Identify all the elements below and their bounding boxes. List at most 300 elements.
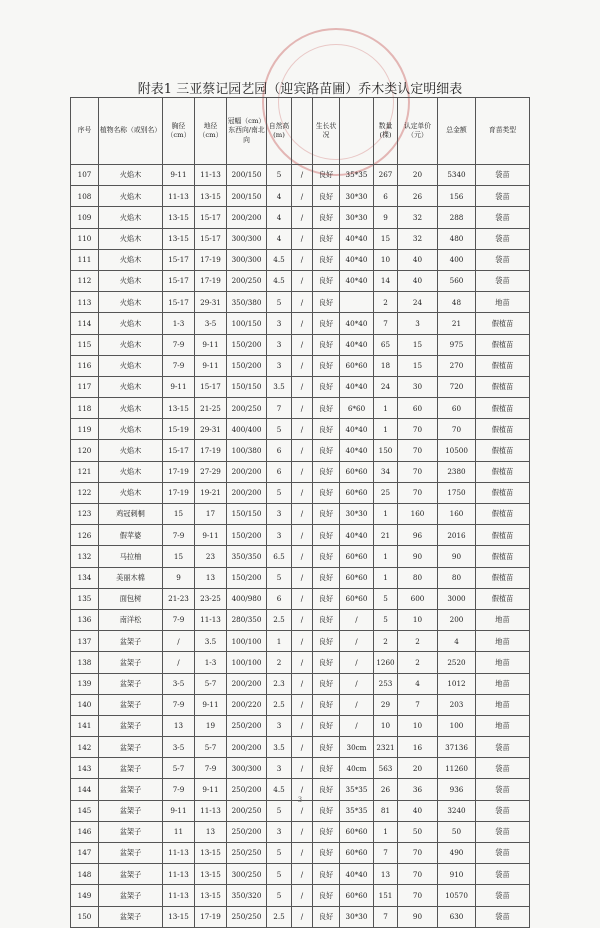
table-row	[71, 588, 530, 609]
table-cell: 袋苗	[476, 207, 530, 228]
table-cell: /	[292, 673, 313, 694]
table-cell: 200	[438, 609, 476, 630]
table-cell: 107	[71, 165, 99, 186]
table-cell: 6	[374, 186, 398, 207]
table-cell: 5	[267, 864, 292, 885]
table-cell: 地苗	[476, 652, 530, 673]
table-cell: 良好	[313, 186, 340, 207]
column-header: 总金额	[438, 98, 476, 165]
table-cell: 122	[71, 482, 99, 503]
column-header: 植物名称（或别名）	[99, 98, 163, 165]
table-cell: 1	[374, 821, 398, 842]
table-cell: 盆架子	[99, 758, 163, 779]
table-cell: 7-9	[163, 779, 195, 800]
table-cell: 250/200	[227, 779, 267, 800]
table-cell: 400	[438, 249, 476, 270]
table-row	[71, 504, 530, 525]
table-row	[71, 440, 530, 461]
table-cell: 132	[71, 546, 99, 567]
table-cell: 11-13	[195, 609, 227, 630]
table-cell: 盆架子	[99, 906, 163, 927]
table-cell: 良好	[313, 567, 340, 588]
table-cell: /	[340, 694, 374, 715]
table-cell: 袋苗	[476, 864, 530, 885]
table-cell: 267	[374, 165, 398, 186]
table-cell: 良好	[313, 355, 340, 376]
table-cell: 良好	[313, 334, 340, 355]
table-cell: /	[292, 631, 313, 652]
table-cell: 490	[438, 843, 476, 864]
table-cell: 24	[398, 292, 438, 313]
table-cell: 良好	[313, 504, 340, 525]
table-cell: 3	[267, 504, 292, 525]
table-cell: 113	[71, 292, 99, 313]
table-cell: 150/150	[227, 504, 267, 525]
table-cell: /	[340, 631, 374, 652]
table-cell: 袋苗	[476, 737, 530, 758]
table-cell: 鸡冠刺桐	[99, 504, 163, 525]
table-cell: 1-3	[163, 313, 195, 334]
table-cell: /	[292, 737, 313, 758]
table-cell: 良好	[313, 398, 340, 419]
table-cell: 5	[374, 588, 398, 609]
table-cell	[340, 292, 374, 313]
table-cell: 5	[267, 843, 292, 864]
table-cell: 假植苗	[476, 334, 530, 355]
table-cell: 280/350	[227, 609, 267, 630]
table-row	[71, 652, 530, 673]
table-row	[71, 207, 530, 228]
table-cell: 936	[438, 779, 476, 800]
table-cell: 4	[267, 186, 292, 207]
table-cell: 7-9	[163, 609, 195, 630]
table-cell: 32	[398, 207, 438, 228]
table-cell: 良好	[313, 546, 340, 567]
table-cell: 假苹婆	[99, 525, 163, 546]
table-cell: 270	[438, 355, 476, 376]
table-cell: 2	[374, 292, 398, 313]
table-cell: 面包树	[99, 588, 163, 609]
table-cell: 200/220	[227, 694, 267, 715]
table-cell: 6	[267, 588, 292, 609]
table-cell: 37136	[438, 737, 476, 758]
table-cell: 143	[71, 758, 99, 779]
table-cell: 13	[163, 715, 195, 736]
table-cell: 7	[267, 398, 292, 419]
table-cell: 11-13	[163, 864, 195, 885]
table-cell: 10	[374, 249, 398, 270]
table-cell: 81	[374, 800, 398, 821]
table-cell: 70	[398, 440, 438, 461]
table-cell: 15-17	[195, 376, 227, 397]
table-cell: 70	[398, 843, 438, 864]
table-cell: 良好	[313, 609, 340, 630]
table-cell: 90	[398, 906, 438, 927]
table-cell: /	[292, 715, 313, 736]
column-header: 生长状况	[313, 98, 340, 165]
table-cell: 袋苗	[476, 270, 530, 291]
table-cell: 40	[398, 249, 438, 270]
table-cell: 盆架子	[99, 631, 163, 652]
table-cell: 9-11	[195, 525, 227, 546]
table-cell: 2321	[374, 737, 398, 758]
table-row	[71, 631, 530, 652]
table-cell: 盆架子	[99, 800, 163, 821]
table-cell: 200/250	[227, 800, 267, 821]
column-header: 数量(棵)	[374, 98, 398, 165]
table-cell: 2520	[438, 652, 476, 673]
table-cell: 10500	[438, 440, 476, 461]
table-cell: 288	[438, 207, 476, 228]
table-cell: 假植苗	[476, 376, 530, 397]
table-cell: 21	[374, 525, 398, 546]
table-row	[71, 843, 530, 864]
table-cell: 100/100	[227, 631, 267, 652]
table-cell: 5	[267, 885, 292, 906]
table-cell: 5	[267, 482, 292, 503]
table-cell: 32	[398, 228, 438, 249]
table-cell: 良好	[313, 737, 340, 758]
table-cell: 60*60	[340, 355, 374, 376]
table-cell: 假植苗	[476, 482, 530, 503]
table-cell: 良好	[313, 588, 340, 609]
table-cell: 3	[267, 355, 292, 376]
table-cell: 1	[374, 504, 398, 525]
table-cell: 10	[374, 715, 398, 736]
table-cell: 3.5	[267, 376, 292, 397]
table-cell: 36	[398, 779, 438, 800]
table-cell: 150/200	[227, 334, 267, 355]
table-cell: 良好	[313, 673, 340, 694]
table-cell: 30*30	[340, 906, 374, 927]
table-cell: 147	[71, 843, 99, 864]
table-row	[71, 334, 530, 355]
table-cell: 地苗	[476, 694, 530, 715]
table-cell: 200/250	[227, 270, 267, 291]
table-cell: 148	[71, 864, 99, 885]
table-cell: 300/300	[227, 758, 267, 779]
table-cell: 48	[438, 292, 476, 313]
table-cell: /	[292, 207, 313, 228]
table-cell: /	[340, 652, 374, 673]
table-cell: /	[292, 334, 313, 355]
page-title: 附表1 三亚蔡记园艺园（迎宾路苗圃）乔木类认定明细表	[137, 82, 463, 97]
table-cell: 35*35	[340, 165, 374, 186]
table-cell: 17-19	[195, 249, 227, 270]
table-cell: 袋苗	[476, 906, 530, 927]
table-row	[71, 313, 530, 334]
table-cell: /	[340, 673, 374, 694]
table-cell: 1260	[374, 652, 398, 673]
table-cell: 150/200	[227, 525, 267, 546]
table-cell: 18	[374, 355, 398, 376]
table-cell: 15-19	[163, 419, 195, 440]
table-cell: 560	[438, 270, 476, 291]
table-cell: 3	[267, 715, 292, 736]
table-cell: 100/380	[227, 440, 267, 461]
table-cell: 60*60	[340, 546, 374, 567]
table-cell: 70	[398, 482, 438, 503]
table-row	[71, 376, 530, 397]
table-cell: 15-17	[163, 249, 195, 270]
table-cell: 9-11	[195, 779, 227, 800]
table-cell: 15	[398, 334, 438, 355]
table-cell: 17-19	[195, 270, 227, 291]
table-cell: 2.5	[267, 906, 292, 927]
table-cell: 120	[71, 440, 99, 461]
table-cell: 60*60	[340, 843, 374, 864]
table-cell: 9-11	[195, 334, 227, 355]
table-row	[71, 906, 530, 927]
table-cell: 袋苗	[476, 821, 530, 842]
table-cell: 良好	[313, 440, 340, 461]
table-cell: 1-3	[195, 652, 227, 673]
table-cell: 40*40	[340, 228, 374, 249]
table-cell: /	[292, 843, 313, 864]
table-cell: 13	[195, 567, 227, 588]
page-number: 3	[297, 796, 303, 804]
table-cell: 200/200	[227, 207, 267, 228]
table-cell: 7	[374, 843, 398, 864]
table-row	[71, 737, 530, 758]
table-cell: 480	[438, 228, 476, 249]
table-cell: 17-19	[195, 440, 227, 461]
table-cell: 9-11	[195, 694, 227, 715]
table-row	[71, 525, 530, 546]
table-cell: 50	[438, 821, 476, 842]
table-cell: 26	[398, 186, 438, 207]
table-cell: 910	[438, 864, 476, 885]
table-cell: 40*40	[340, 270, 374, 291]
table-cell: 4	[267, 207, 292, 228]
table-cell: 563	[374, 758, 398, 779]
table-cell: 20	[398, 165, 438, 186]
table-cell: 2	[267, 652, 292, 673]
table-cell: 3	[267, 313, 292, 334]
table-row	[71, 228, 530, 249]
table-cell: 11260	[438, 758, 476, 779]
table-cell: 117	[71, 376, 99, 397]
table-cell: 地苗	[476, 292, 530, 313]
table-cell: 良好	[313, 843, 340, 864]
table-cell: 盆架子	[99, 843, 163, 864]
table-cell: /	[292, 186, 313, 207]
table-cell: 15	[398, 355, 438, 376]
table-cell: 假植苗	[476, 355, 530, 376]
table-cell: 假植苗	[476, 398, 530, 419]
table-cell: 118	[71, 398, 99, 419]
table-cell: 盆架子	[99, 821, 163, 842]
table-row	[71, 249, 530, 270]
table-row	[71, 165, 530, 186]
table-cell: 21-23	[163, 588, 195, 609]
column-header: 序号	[71, 98, 99, 165]
table-cell: 5	[267, 292, 292, 313]
table-cell: 盆架子	[99, 885, 163, 906]
table-cell: 11-13	[163, 843, 195, 864]
table-cell: 地苗	[476, 673, 530, 694]
table-cell: 袋苗	[476, 779, 530, 800]
table-cell: 146	[71, 821, 99, 842]
table-cell: 13-15	[195, 864, 227, 885]
table-cell: 良好	[313, 821, 340, 842]
table-cell: 袋苗	[476, 186, 530, 207]
table-cell: 1	[374, 398, 398, 419]
table-cell: 火焰木	[99, 376, 163, 397]
table-cell: 良好	[313, 228, 340, 249]
table-cell: 11	[163, 821, 195, 842]
table-cell: 40*40	[340, 419, 374, 440]
table-cell: 假植苗	[476, 461, 530, 482]
table-cell: 111	[71, 249, 99, 270]
table-cell: 100/150	[227, 313, 267, 334]
table-cell: /	[163, 652, 195, 673]
table-cell: 9-11	[195, 355, 227, 376]
table-cell: 11-13	[163, 186, 195, 207]
column-header: 认定单价（元）	[398, 98, 438, 165]
table-cell: 美丽木棉	[99, 567, 163, 588]
table-cell: 13-15	[195, 186, 227, 207]
table-cell: 2.3	[267, 673, 292, 694]
table-cell: 袋苗	[476, 249, 530, 270]
table-cell: 116	[71, 355, 99, 376]
table-cell: 袋苗	[476, 165, 530, 186]
table-cell: 地苗	[476, 715, 530, 736]
table-cell: /	[292, 885, 313, 906]
table-cell: 盆架子	[99, 694, 163, 715]
table-cell: /	[292, 567, 313, 588]
table-cell: 9	[163, 567, 195, 588]
table-cell: 假植苗	[476, 504, 530, 525]
table-cell: 火焰木	[99, 334, 163, 355]
table-cell: 15	[163, 504, 195, 525]
table-cell: 156	[438, 186, 476, 207]
table-cell: 火焰木	[99, 186, 163, 207]
table-cell: 23	[195, 546, 227, 567]
table-cell: 良好	[313, 525, 340, 546]
table-cell: 60	[398, 398, 438, 419]
table-cell: 13-15	[195, 843, 227, 864]
table-cell: 15-17	[163, 440, 195, 461]
table-cell: 9-11	[163, 165, 195, 186]
table-row	[71, 292, 530, 313]
table-cell: 火焰木	[99, 313, 163, 334]
table-cell: 34	[374, 461, 398, 482]
table-cell: 16	[398, 737, 438, 758]
table-cell: 2	[398, 652, 438, 673]
table-cell: 149	[71, 885, 99, 906]
table-cell: 良好	[313, 715, 340, 736]
table-cell: 良好	[313, 165, 340, 186]
table-cell: 400/400	[227, 419, 267, 440]
table-cell: 1	[374, 567, 398, 588]
table-cell: 20	[398, 758, 438, 779]
table-cell: 253	[374, 673, 398, 694]
table-cell: 50	[398, 821, 438, 842]
table-cell: 15-17	[195, 228, 227, 249]
table-cell: 火焰木	[99, 249, 163, 270]
table-cell: /	[292, 864, 313, 885]
table-cell: 良好	[313, 376, 340, 397]
table-cell: 200/150	[227, 186, 267, 207]
table-cell: 2	[374, 631, 398, 652]
table-cell: 134	[71, 567, 99, 588]
table-cell: 4	[438, 631, 476, 652]
table-cell: 3-5	[195, 313, 227, 334]
table-cell: 108	[71, 186, 99, 207]
table-cell: 假植苗	[476, 419, 530, 440]
column-header	[292, 98, 313, 165]
table-cell: 150/200	[227, 355, 267, 376]
table-cell: 203	[438, 694, 476, 715]
table-cell: 火焰木	[99, 398, 163, 419]
table-cell: 良好	[313, 800, 340, 821]
table-cell: 5-7	[195, 673, 227, 694]
table-cell: /	[292, 546, 313, 567]
table-cell: 27-29	[195, 461, 227, 482]
table-cell: 136	[71, 609, 99, 630]
table-cell: 35*35	[340, 779, 374, 800]
table-cell: 90	[398, 546, 438, 567]
table-cell: 90	[438, 546, 476, 567]
table-cell: 29-31	[195, 419, 227, 440]
table-cell: 114	[71, 313, 99, 334]
table-cell: 115	[71, 334, 99, 355]
table-cell: 112	[71, 270, 99, 291]
table-cell: /	[292, 165, 313, 186]
table-cell: 123	[71, 504, 99, 525]
table-cell: 5	[267, 567, 292, 588]
table-cell: 13-15	[195, 885, 227, 906]
table-cell: 9-11	[163, 376, 195, 397]
table-row	[71, 885, 530, 906]
table-cell: 40	[398, 270, 438, 291]
table-cell: 40*40	[340, 525, 374, 546]
table-cell: 3	[398, 313, 438, 334]
table-cell: /	[292, 313, 313, 334]
table-cell: 21-25	[195, 398, 227, 419]
table-cell: 5-7	[195, 737, 227, 758]
table-cell: 9	[374, 207, 398, 228]
table-cell: 144	[71, 779, 99, 800]
table-cell: 26	[374, 779, 398, 800]
table-cell: 15-17	[163, 270, 195, 291]
table-cell: 10	[398, 715, 438, 736]
table-cell: 6	[267, 461, 292, 482]
table-cell: 151	[374, 885, 398, 906]
table-cell: 300/300	[227, 228, 267, 249]
table-cell: /	[340, 609, 374, 630]
table-cell: /	[292, 906, 313, 927]
table-cell: 10570	[438, 885, 476, 906]
table-cell: 30*30	[340, 207, 374, 228]
table-cell: 4.5	[267, 779, 292, 800]
table-header-row	[71, 98, 530, 165]
table-cell: 19	[195, 715, 227, 736]
table-cell: 6.5	[267, 546, 292, 567]
table-cell: 2380	[438, 461, 476, 482]
table-cell: 火焰木	[99, 270, 163, 291]
table-cell: 11-13	[195, 165, 227, 186]
table-cell: 150	[374, 440, 398, 461]
table-cell: 良好	[313, 249, 340, 270]
table-cell: 21	[438, 313, 476, 334]
table-cell: 3	[267, 821, 292, 842]
table-cell: 5	[267, 419, 292, 440]
table-cell: /	[163, 631, 195, 652]
table-row	[71, 715, 530, 736]
table-cell: 60*60	[340, 821, 374, 842]
